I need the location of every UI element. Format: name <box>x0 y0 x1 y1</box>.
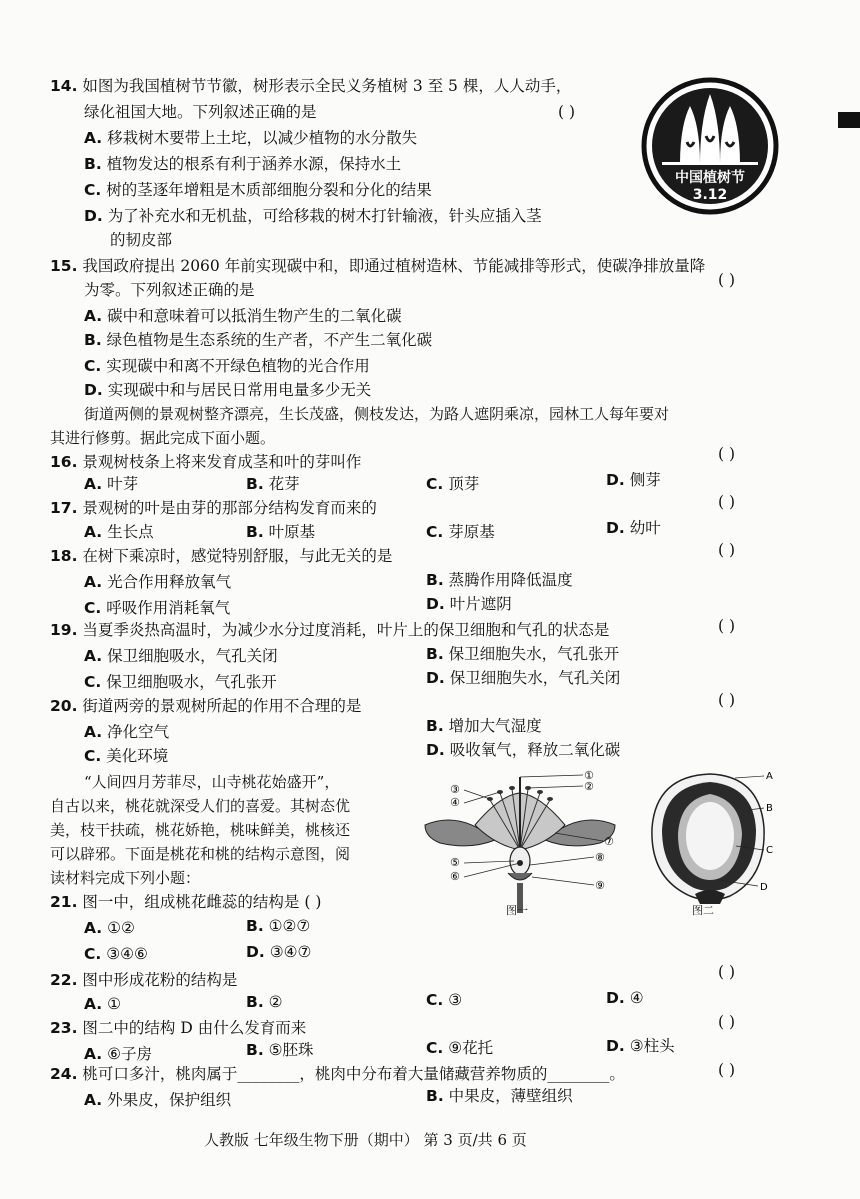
q14-option-c: C. 树的茎逐年增粗是木质部细胞分裂和分化的结果 <box>84 181 432 199</box>
q23-option-d: D. ③柱头 <box>606 1037 675 1055</box>
material2-line1: “人间四月芳菲尽，山寺桃花始盛开”， <box>84 773 340 791</box>
flower-label-5: ⑤ <box>450 856 460 869</box>
q20-stem: 20. 街道两旁的景观树所起的作用不合理的是 <box>50 697 362 715</box>
flower-label-2: ② <box>584 780 594 793</box>
q17-option-a: A. 生长点 <box>84 523 154 541</box>
material1-line2: 其进行修剪。据此完成下面小题。 <box>50 429 276 447</box>
q20-option-a: A. 净化空气 <box>84 723 170 741</box>
q14-option-a: A. 移栽树木要带上土坨，以减少植物的水分散失 <box>84 129 418 147</box>
page-edge-mark <box>838 112 860 128</box>
material2-line4: 可以辟邪。下面是桃花和桃的结构示意图，阅 <box>50 845 351 863</box>
q23-stem: 23. 图二中的结构 D 由什么发育而来 <box>50 1019 307 1037</box>
q16-answer-paren: ( ) <box>718 445 736 463</box>
q22-option-b: B. ② <box>246 993 283 1011</box>
q18-option-b: B. 蒸腾作用降低温度 <box>426 571 573 589</box>
q19-option-b: B. 保卫细胞失水，气孔张开 <box>426 645 620 663</box>
q22-answer-paren: ( ) <box>718 963 736 981</box>
q18-option-a: A. 光合作用释放氧气 <box>84 573 232 591</box>
q21-option-b: B. ①②⑦ <box>246 917 311 935</box>
q23-option-c: C. ⑨花托 <box>426 1039 494 1057</box>
q23-answer-paren: ( ) <box>718 1013 736 1031</box>
q16-stem: 16. 景观树枝条上将来发育成茎和叶的芽叫作 <box>50 453 362 471</box>
fruit-label-a: A <box>766 771 773 782</box>
q24-option-b: B. 中果皮，薄壁组织 <box>426 1087 573 1105</box>
q20-option-c: C. 美化环境 <box>84 747 169 765</box>
q23-option-b: B. ⑤胚珠 <box>246 1041 314 1059</box>
q18-option-d: D. 叶片遮阴 <box>426 595 512 613</box>
q14-answer-paren: ( ) <box>558 103 576 121</box>
fruit-label-c: C <box>766 845 773 856</box>
q23-option-a: A. ⑥子房 <box>84 1045 153 1063</box>
q18-option-c: C. 呼吸作用消耗氧气 <box>84 599 231 617</box>
q17-option-b: B. 叶原基 <box>246 523 316 541</box>
q20-option-d: D. 吸收氧气，释放二氧化碳 <box>426 741 621 759</box>
q22-option-c: C. ③ <box>426 991 463 1009</box>
q17-answer-paren: ( ) <box>718 493 736 511</box>
flower-label-7: ⑦ <box>604 835 614 848</box>
q21-option-d: D. ③④⑦ <box>246 943 312 961</box>
q19-option-d: D. 保卫细胞失水，气孔关闭 <box>426 669 621 687</box>
q14-option-d: D. 为了补充水和无机盐，可给移栽的树木打针输液，针头应插入茎 <box>84 207 542 225</box>
flower-label-8: ⑧ <box>595 851 605 864</box>
flower-label-6: ⑥ <box>450 870 460 883</box>
q19-stem: 19. 当夏季炎热高温时，为减少水分过度消耗，叶片上的保卫细胞和气孔的状态是 <box>50 621 610 639</box>
q18-stem: 18. 在树下乘凉时，感觉特别舒服，与此无关的是 <box>50 547 393 565</box>
q19-answer-paren: ( ) <box>718 617 736 635</box>
q17-option-d: D. 幼叶 <box>606 519 661 537</box>
material2-line5: 读材料完成下列小题： <box>50 869 201 887</box>
q15-answer-paren: ( ) <box>718 271 736 289</box>
q14-line2: 绿化祖国大地。下列叙述正确的是 <box>84 103 317 121</box>
q22-option-a: A. ① <box>84 995 122 1013</box>
q24-option-a: A. 外果皮，保护组织 <box>84 1091 232 1109</box>
q18-answer-paren: ( ) <box>718 541 736 559</box>
q24-stem: 24. 桃可口多汁，桃肉属于________，桃肉中分布着大量储藏营养物质的________。 <box>50 1065 625 1083</box>
q20-answer-paren: ( ) <box>718 691 736 709</box>
fruit-label-d: D <box>760 882 768 893</box>
q17-stem: 17. 景观树的叶是由芽的那部分结构发育而来的 <box>50 499 377 517</box>
q14-option-b: B. 植物发达的根系有利于涵养水源，保持水土 <box>84 155 402 173</box>
q15-line1: 15. 我国政府提出 2060 年前实现碳中和，即通过植树造林、节能减排等形式，使碳净排放量降 <box>50 257 706 275</box>
q14-line1 <box>50 76 571 96</box>
flower-label-3: ③ <box>450 783 460 796</box>
q19-option-c: C. 保卫细胞吸水，气孔张开 <box>84 673 277 691</box>
q21-option-a: A. ①② <box>84 919 135 937</box>
fruit-label-b: B <box>766 803 773 814</box>
q15-option-d: D. 实现碳中和与居民日常用电量多少无关 <box>84 381 372 399</box>
flower-label-1: ① <box>584 769 594 782</box>
q14-option-d-cont: 的韧皮部 <box>110 231 173 249</box>
q21-stem: 21. 图一中，组成桃花雌蕊的结构是 ( ) <box>50 893 322 911</box>
flower-label-9: ⑨ <box>595 879 605 892</box>
page-footer: 人教版 七年级生物下册（期中） 第 3 页/共 6 页 <box>204 1131 527 1149</box>
material2-line3: 美，枝干扶疏，桃花娇艳，桃味鲜美，桃核还 <box>50 821 351 839</box>
q16-option-d: D. 侧芽 <box>606 471 661 489</box>
peach-flower-diagram <box>420 765 620 915</box>
logo-text: 中国植树节 <box>675 170 745 186</box>
figure2-caption: 图二 <box>692 904 714 917</box>
q15-option-c: C. 实现碳中和离不开绿色植物的光合作用 <box>84 357 370 375</box>
tree-planting-day-logo <box>640 76 780 216</box>
q21-answer-paren: ( ) <box>304 893 322 911</box>
figure1-caption: 图一 <box>506 904 528 917</box>
logo-date: 3.12 <box>692 187 728 203</box>
q20-option-b: B. 增加大气湿度 <box>426 717 542 735</box>
q19-option-a: A. 保卫细胞吸水，气孔关闭 <box>84 647 278 665</box>
q22-stem: 22. 图中形成花粉的结构是 <box>50 971 238 989</box>
q14-number: 14. <box>50 77 78 95</box>
q16-option-b: B. 花芽 <box>246 475 300 493</box>
q16-option-a: A. 叶芽 <box>84 475 139 493</box>
q22-option-d: D. ④ <box>606 989 644 1007</box>
q14-stem-1: 如图为我国植树节节徽，树形表示全民义务植树 3 至 5 棵，人人动手， <box>82 77 572 95</box>
material1-line1: 街道两侧的景观树整齐漂亮，生长茂盛，侧枝发达，为路人遮阴乘凉，园林工人每年要对 <box>84 405 670 423</box>
q21-option-c: C. ③④⑥ <box>84 945 148 963</box>
q17-option-c: C. 芽原基 <box>426 523 495 541</box>
q15-option-a: A. 碳中和意味着可以抵消生物产生的二氧化碳 <box>84 307 402 325</box>
q16-option-c: C. 顶芽 <box>426 475 480 493</box>
q15-option-b: B. 绿色植物是生态系统的生产者，不产生二氧化碳 <box>84 331 433 349</box>
q24-answer-paren: ( ) <box>718 1061 736 1079</box>
q15-line2: 为零。下列叙述正确的是 <box>84 281 255 299</box>
peach-fruit-diagram <box>640 768 780 916</box>
flower-label-4: ④ <box>450 796 460 809</box>
material2-line2: 自古以来，桃花就深受人们的喜爱。其树态优 <box>50 797 351 815</box>
